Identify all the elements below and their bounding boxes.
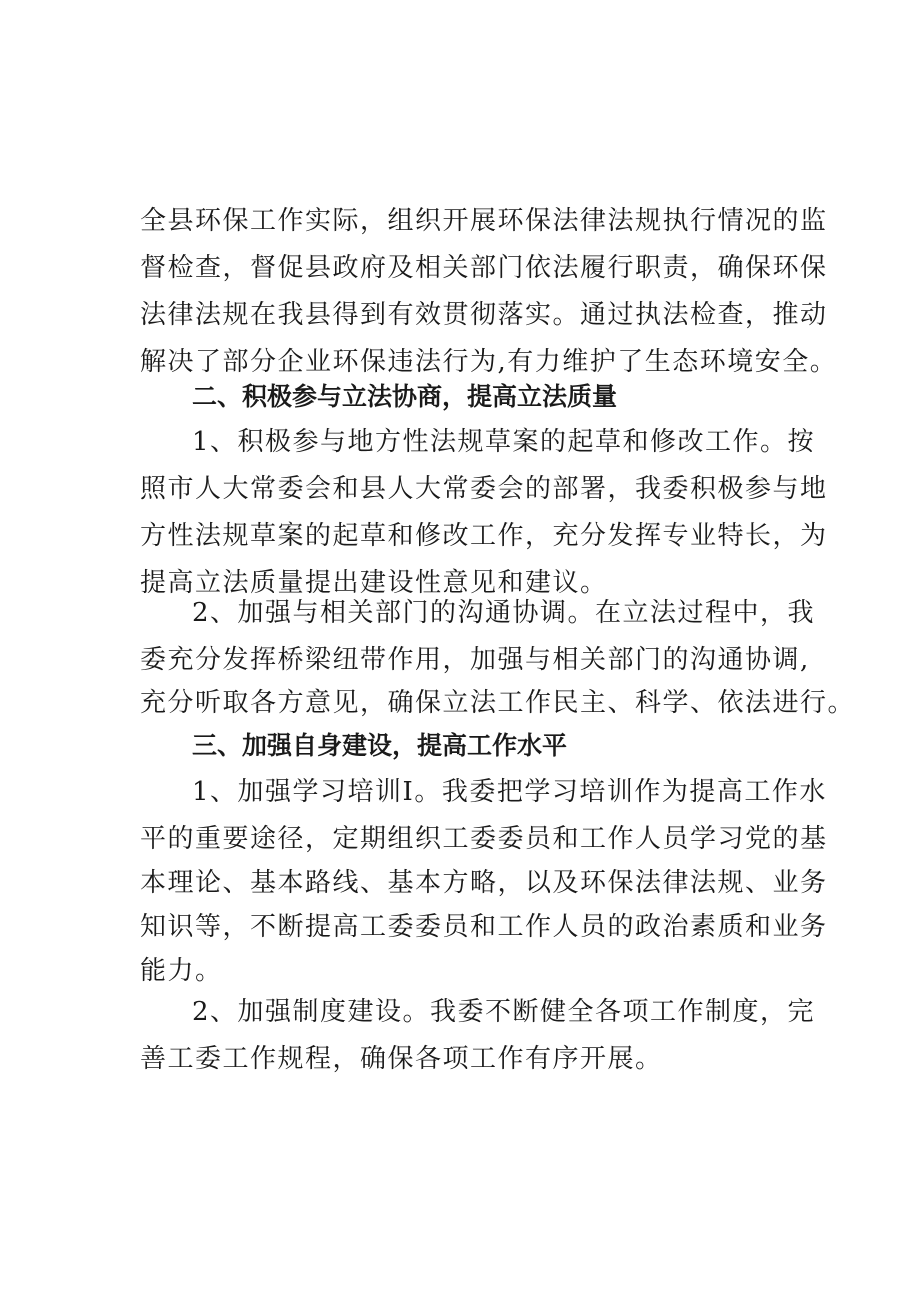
paragraph-line: 1、积极参与地方性法规草案的起草和修改工作。按	[192, 427, 816, 457]
paragraph-line: 2、加强制度建设。我委不断健全各项工作制度，完	[192, 997, 816, 1027]
paragraph-line: 1、加强学习培训I。我委把学习培训作为提高工作水	[192, 777, 827, 807]
paragraph-line: 全县环保工作实际，组织开展环保法律法规执行情况的监	[140, 206, 828, 236]
paragraph-line: 法律法规在我县得到有效贯彻落实。通过执法检查，推动	[140, 300, 828, 330]
paragraph-line: 善工委工作规程，确保各项工作有序开展。	[140, 1044, 663, 1074]
paragraph-line: 平的重要途径，定期组织工委委员和工作人员学习党的基	[140, 824, 828, 854]
section-heading-3: 三、加强自身建设，提高工作水平	[192, 731, 568, 760]
paragraph-line: 方性法规草案的起草和修改工作，充分发挥专业特长，为	[140, 521, 828, 551]
paragraph-line: 知识等，不断提高工委委员和工作人员的政治素质和业务	[140, 912, 828, 942]
paragraph-line: 2、加强与相关部门的沟通协调。在立法过程中，我	[192, 598, 816, 628]
paragraph-line: 本理论、基本路线、基本方略，以及环保法律法规、业务	[140, 868, 828, 898]
paragraph-line: 督检查，督促县政府及相关部门依法履行职责，确保环保	[140, 253, 828, 283]
paragraph-line: 解决了部分企业环保违法行为,有力维护了生态环境安全。	[140, 347, 838, 377]
paragraph-line: 照市人大常委会和县人大常委会的部署，我委积极参与地	[140, 474, 828, 504]
section-heading-2: 二、积极参与立法协商，提高立法质量	[192, 382, 618, 411]
paragraph-line: 提高立法质量提出建设性意见和建议。	[140, 568, 608, 598]
paragraph-line: 充分听取各方意见，确保立法工作民主、科学、依法进行。	[140, 688, 856, 718]
paragraph-line: 能力。	[140, 956, 223, 986]
paragraph-line: 委充分发挥桥梁纽带作用，加强与相关部门的沟通协调,	[140, 645, 810, 675]
